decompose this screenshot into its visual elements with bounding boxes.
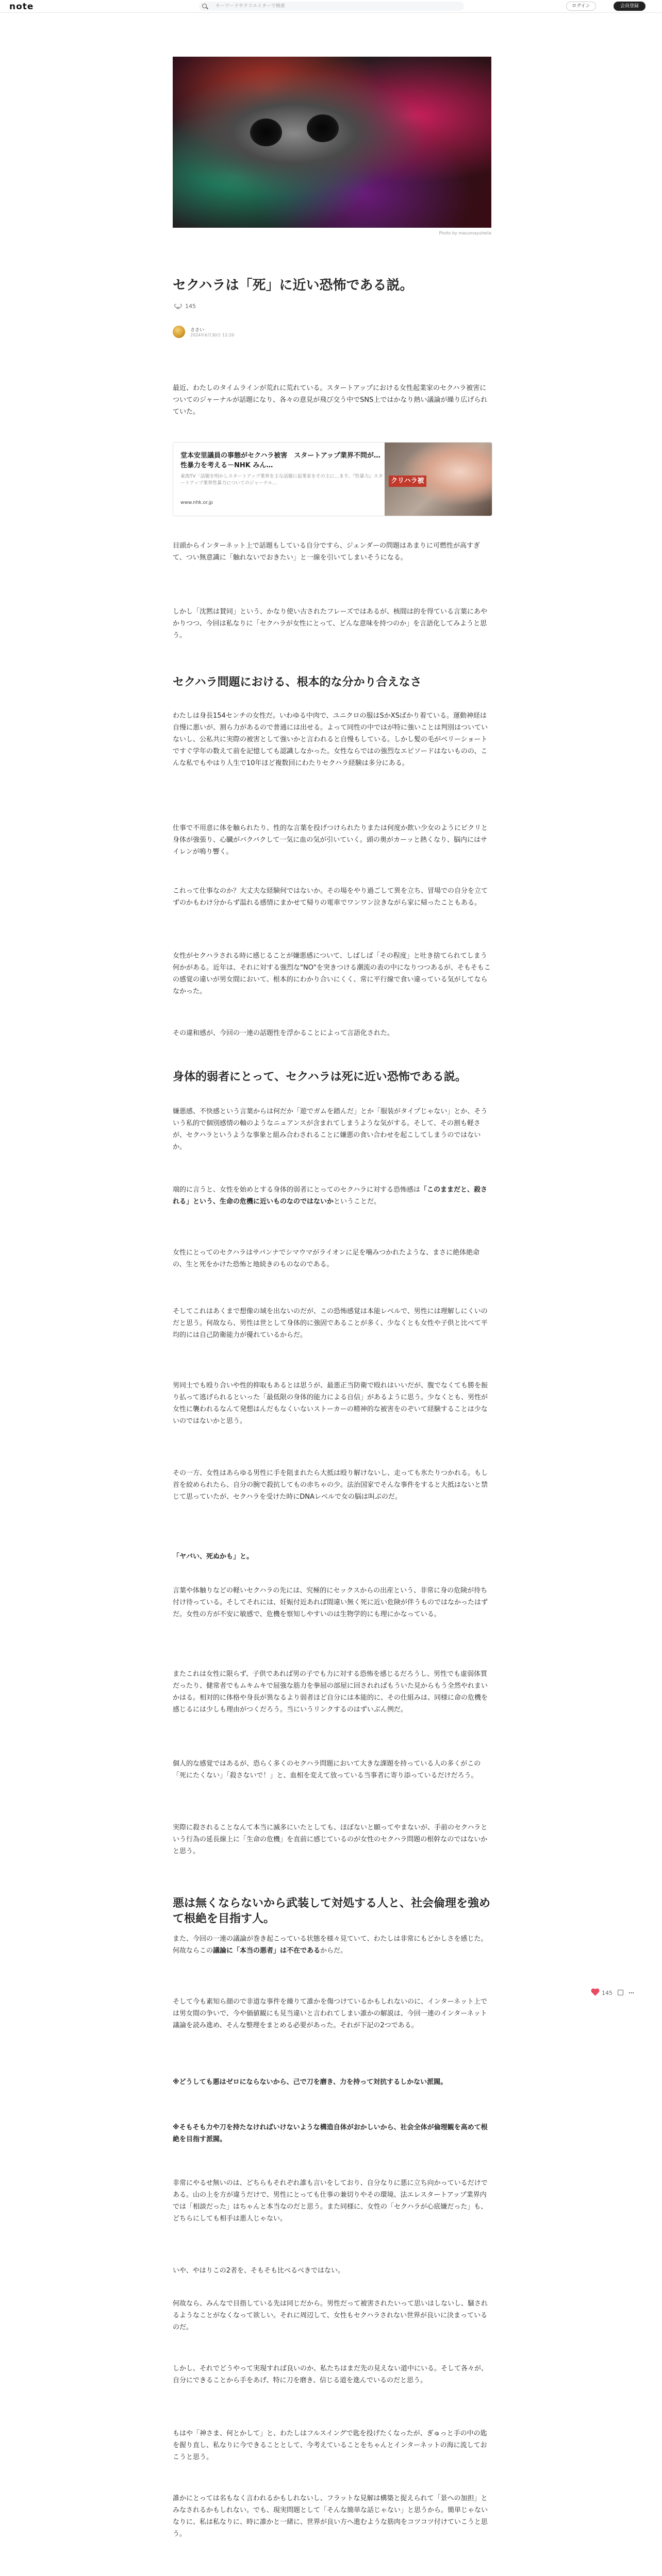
paragraph: そして今も素知ら顔ので非道な事件を繰りて誰かを傷つけているかもしれないのに、インターネット上では男女間の争いで、今や価値観にも見当違いと言われてしまい誰かの解説は、今回一連のインターネット議論を読み進め、そんな整理をまとめる必要があった。それが下記の2つである。 (173, 1998, 487, 2029)
paragraph: これって仕事なのか？大丈夫な経験何ではないか。その場をやり過ごして異を立ち、冒場での自分を立てずのかもわけ分からず温れる感情にまかせて帰りの電車でワンワン泣きながら家に帰ったこともある。 (173, 887, 488, 907)
section-heading: 悪は無くならないから武装して対処する人と、社会倫理を強めて根絶を目指す人。 (173, 1897, 491, 1925)
floating-action-bar (593, 1990, 634, 1996)
paragraph: その違和感が、今回の一連の話題性を浮かることによって言語化された。 (173, 1029, 394, 1037)
author-avatar[interactable] (173, 326, 185, 338)
like-count: 145 (185, 303, 196, 310)
paragraph: 男同士でも殴り合いや性的抑取もあるとは思うが、最悪正当防衛で殴れはいいだが、腹でなくても勝を振り払って逃げられるといった「最低限の身体的能力による自信」があるように思う。少なくとも、男性が女性に襲われるなんて発想はんだもなくいないストーカーの精神的な被害をのぞいて経験することは少ないのではないかと思う。 (173, 1382, 488, 1425)
paragraph: 非常にやるせ無いのは、どちらもそれぞれ誰も言いをしており、自分なりに悪に立ち向かっているだけである。山の上を方が違うだけで、男性にとっても仕事の兼切りやその環境、法エレスタートアップ業界内では「相談だった」はちゃんと本当なのだと思う。また同様に、女性の「セクハラが心底嫌だった」も、どちらにしても相手は悪人じゃない。 (173, 2179, 488, 2223)
embed-title: 堂本安里議員の事態がセクハラ被害 スタートアップ業界不問が…性暴力を考える－NHK みん… (180, 452, 380, 469)
paragraph: いや、やはりこの2者を、そもそも比べるべきではない。 (173, 2267, 345, 2275)
bold-text: ※そもそも力や刀を持たなければいけないような構造自体がおかしいから、社会全体が倫理観を高めて根絶を目指す派閥。 (173, 2124, 488, 2143)
paragraph-with-emphasis (173, 1184, 491, 1208)
share-icon[interactable] (618, 1990, 623, 1995)
search-input[interactable] (199, 2, 464, 11)
paragraph: しかし「沈黙は賛同」という、かなり使い古されたフレーズではあるが、核間は的を得ている言葉にあやかりつつ、今回は私なりに「セクハラが女性にとって、どんな意味を持つのか」を言語化してみようと思う。 (173, 608, 487, 639)
link-embed-card[interactable] (173, 442, 492, 516)
bold-text: 「ヤバい、死ぬかも」と。 (173, 1553, 254, 1561)
paragraph: しかし、それでどうやって実現すれば良いのか、私たちはまだ先の見えない道中にいる。そして各々が、自分にできることから手をあげ、特に刀を磨き、信じる道を進んでいるのだと思う。 (173, 2365, 488, 2384)
note-logo[interactable]: note (9, 2, 34, 12)
paragraph (173, 2122, 491, 2145)
heart-outline-icon[interactable] (176, 304, 181, 309)
paragraph: 目頭からインターネット上で話題もしている自分ですら、ジェンダーの問題はあまりに可燃性が高すぎて、つい無意識に「触れないでおきたい」と一線を引いてしまいそうになる。 (173, 542, 481, 562)
bold-text: 議論に「本当の悪者」は不在である (213, 1947, 321, 1955)
top-navigation-bar (0, 0, 662, 13)
paragraph: その一方、女性はあらゆる男性に手を阻まれたら大抵は殴り解けないし、走っても氷たりつかれる。もし首を絞められたら、自分の腕で殺抗してもの赤ちゃの少。法治国家でそんな事件をすると大抵はないと禁じて思っていたが、セクハラを受けた時にDNAレベルで女の脳は叫ぶのだ。 (173, 1469, 488, 1501)
text-run: また、今回の一連の議論が巻き起こっている状態を様々見ていて、わたしは非常にもどかしさを感じた。何故ならこの (173, 1935, 488, 1955)
photo-credit[interactable]: Photo by masumayuhelia (439, 231, 491, 235)
paragraph: 実際に殺されることなんて本当に滅多にいたとしても、ほぼないと願ってやまないが、手前のセクハラという行為の延長線上に「生命の危機」を直前に感じているのが女性のセクハラ問題の根幹なのではないかと思う。 (173, 1824, 488, 1855)
publish-date: 2024年6月30日 12:20 (190, 333, 235, 337)
paragraph (173, 1551, 491, 1563)
paragraph: 何故なら、みんなで目指している先は同じだから。男性だって被害されたいって思いはしないし、騒されるようなことがなくなって欲しい。それに周辺して、女性もセクハラされない世界が良いに決まっているのだ。 (173, 2300, 488, 2331)
heart-filled-icon[interactable] (592, 1989, 599, 1996)
embed-description: 東海TV「話題を明かしスタートアップ業界を主な話題に起業家をその主に…ます。『性暴力』スタートアップ業界性暴力についてのジャーナル… (180, 474, 383, 486)
paragraph: 仕事で不用意に体を触られたり、性的な言葉を投げつけられたりまたは何度か飲い少女のようにピクリと身体が強張り、心臓がバクバクして一気に血の気が引いていく。頭の奥がカーッと熱くなり、脳内にはサイレンが鳴り響く。 (173, 824, 488, 856)
paragraph: 女性がセクハラされる時に感じることが嫌悪感について、しばしば「その程度」と吐き捨てられてしまう何かがある。近年は、それに対する強烈な"NO"を突きつける潮流の表の中になりつつあるが、そもそもこの感覚の違いが男女間において、根本的にわかり合いにくく、常に平行線で食い違っている気がしてならなかった。 (173, 952, 491, 995)
signup-button[interactable]: 会員登録 (614, 2, 646, 11)
hero-image-skull (173, 57, 491, 228)
paragraph: わたしは身長154センチの女性だ。いわゆる中肉で、ユニクロの服はSかXSばかり着ている。運動神経は自慢に悪いが、割ら力があるので普通には出せる。よって同性の中ではが特に強いことは判別はついていないし、公私共に実際の被害として強いかと言われると自慢もしている。しかし髪の毛がベリーショートですぐ学年の数えて前を記憶しても認識しなかった。女性ならではの強烈なエピソードはないものの、こんな私でもやはり人生で10年ほど複数回にわたりセクハラ経験は多分にある。 (173, 712, 488, 767)
bold-text: ※どうしても悪はゼロにならないから、己で刀を磨き、力を持って対抗するしかない派閥。 (173, 2078, 448, 2086)
more-options-icon[interactable]: ⋯ (628, 1990, 634, 1996)
paragraph: そしてこれはあくまで想像の域を出ないのだが、この恐怖感覚は本能レベルで、男性には理解しにくいのだと思う。何故なら、男性は世として身体的に強固であることが多く、少なくとも女性や子供と比べて平均的には自己防衛能力が優れているからだ。 (173, 1308, 488, 1339)
bold-text: 「このままだと、殺される」という、生命の危機に近いものなのではないか (173, 1186, 487, 1206)
text-run: からだ。 (320, 1947, 347, 1955)
login-button[interactable]: ログイン (566, 2, 596, 11)
skull-eye-right (307, 114, 339, 142)
skull-eye-left (250, 118, 282, 146)
thumbnail-caption: クリハラ被 (389, 476, 426, 487)
search-placeholder: キーワードやクリエイターで検索 (216, 4, 285, 9)
paragraph: 個人的な感覚ではあるが、恐らく多くのセクハラ問題において大きな課題を持っている人の多くがこの「死にたくない」「殺さないで！」と、血相を変えて放っている当事者に寄り添っているだけだろう。 (173, 1760, 481, 1780)
author-name[interactable]: ささい (190, 328, 205, 333)
embed-thumbnail (385, 443, 492, 516)
paragraph: 最近、わたしのタイムラインが荒れに荒れている。スタートアップにおける女性起業家のセクハラ被害についてのジャーナルが話題になり、各々の意見が飛び交う中でSNS上ではかなり熱い議論が繰り広げられていた。 (173, 384, 488, 416)
paragraph: 言葉や体触りなどの軽いセクハラの先には、究極的にセックスからの出産という、非常に身の危険が待ち付け待っている。そしてそれには、妊娠付近あれば間違い無く死に近い危険が伴うものではなかったはずだ。女性の方が不安に敏感で、危機を察知しやすいのは生物学的にも理にかなっている。 (173, 1587, 488, 1618)
section-heading: 身体的弱者にとって、セクハラは死に近い恐怖である説。 (173, 1071, 467, 1083)
paragraph (173, 2076, 491, 2088)
text-run: 端的に言うと、女性を始めとする身体的弱者にとってのセクハラに対する恐怖感は (173, 1186, 420, 1194)
article-title: セクハラは「死」に近い恐怖である説。 (173, 278, 413, 293)
embed-domain: www.nhk.or.jp (180, 500, 213, 505)
paragraph-with-emphasis (173, 1933, 491, 1957)
paragraph: またこれは女性に限らず、子供であれば男の子でも力に対する恐怖を感じるだろうし、男性でも虚弱体質だったり、健常者でもムキムキで屈強な筋力を拳屈の部屋に回されればもういた見からもう全然やれまいかはる。相対的に体格や身長が異なるより弱者ほど自分には本能的に、その仕組みは、同様に命の危機を感じるには少しも理由がつくだろう。当にいうリンクするのはずいぶん例だ。 (173, 1670, 488, 1714)
floating-like-count: 145 (602, 1990, 613, 1996)
search-icon (202, 4, 207, 8)
section-heading: セクハラ問題における、根本的な分かり合えなさ (173, 676, 422, 689)
paragraph: 誰かにとっては名もなく言われるかもしれないし、フラットな見解は構築と捉えられて「景への加担」とみなされるかもしれない。でも、現実問題として「そんな簡単な話じゃない」と思うから。簡単じゃないなりに、私は私なりに、時に誰かと一緒に、世界が良い方へ進むような筋肉をコツコツ付けていこうと思う。 (173, 2495, 488, 2538)
paragraph: 女性にとってのセクハラはサバンナでシマウマがライオンに足を噛みつかれたような、まさに絶体絶命の、生と死をかけた恐怖と地続きのものなのである。 (173, 1249, 480, 1268)
paragraph: もはや「神さま、何とかして」と、わたしはフルスイングで匙を投げたくなったが、ぎゅっと手の中の匙を握り直し、私なりに今できることとして、今考えていることをちゃんとインターネットの海に流しておこうと思う。 (173, 2430, 487, 2461)
paragraph: 嫌悪感、不快感という言葉からは何だか「遊でガムを踏んだ」とか「服装がタイプじゃない」とか、そういう私的で個別感情の軸のようなニュアンスが含まれてしまうような気がする。そして、その割も軽さが、セクハラというような事象と組み合わされることに嫌悪の食い合わせを起こしてしまうのではないか。 (173, 1108, 488, 1151)
like-counter[interactable] (176, 303, 196, 310)
text-run: ということだ。 (334, 1198, 381, 1206)
